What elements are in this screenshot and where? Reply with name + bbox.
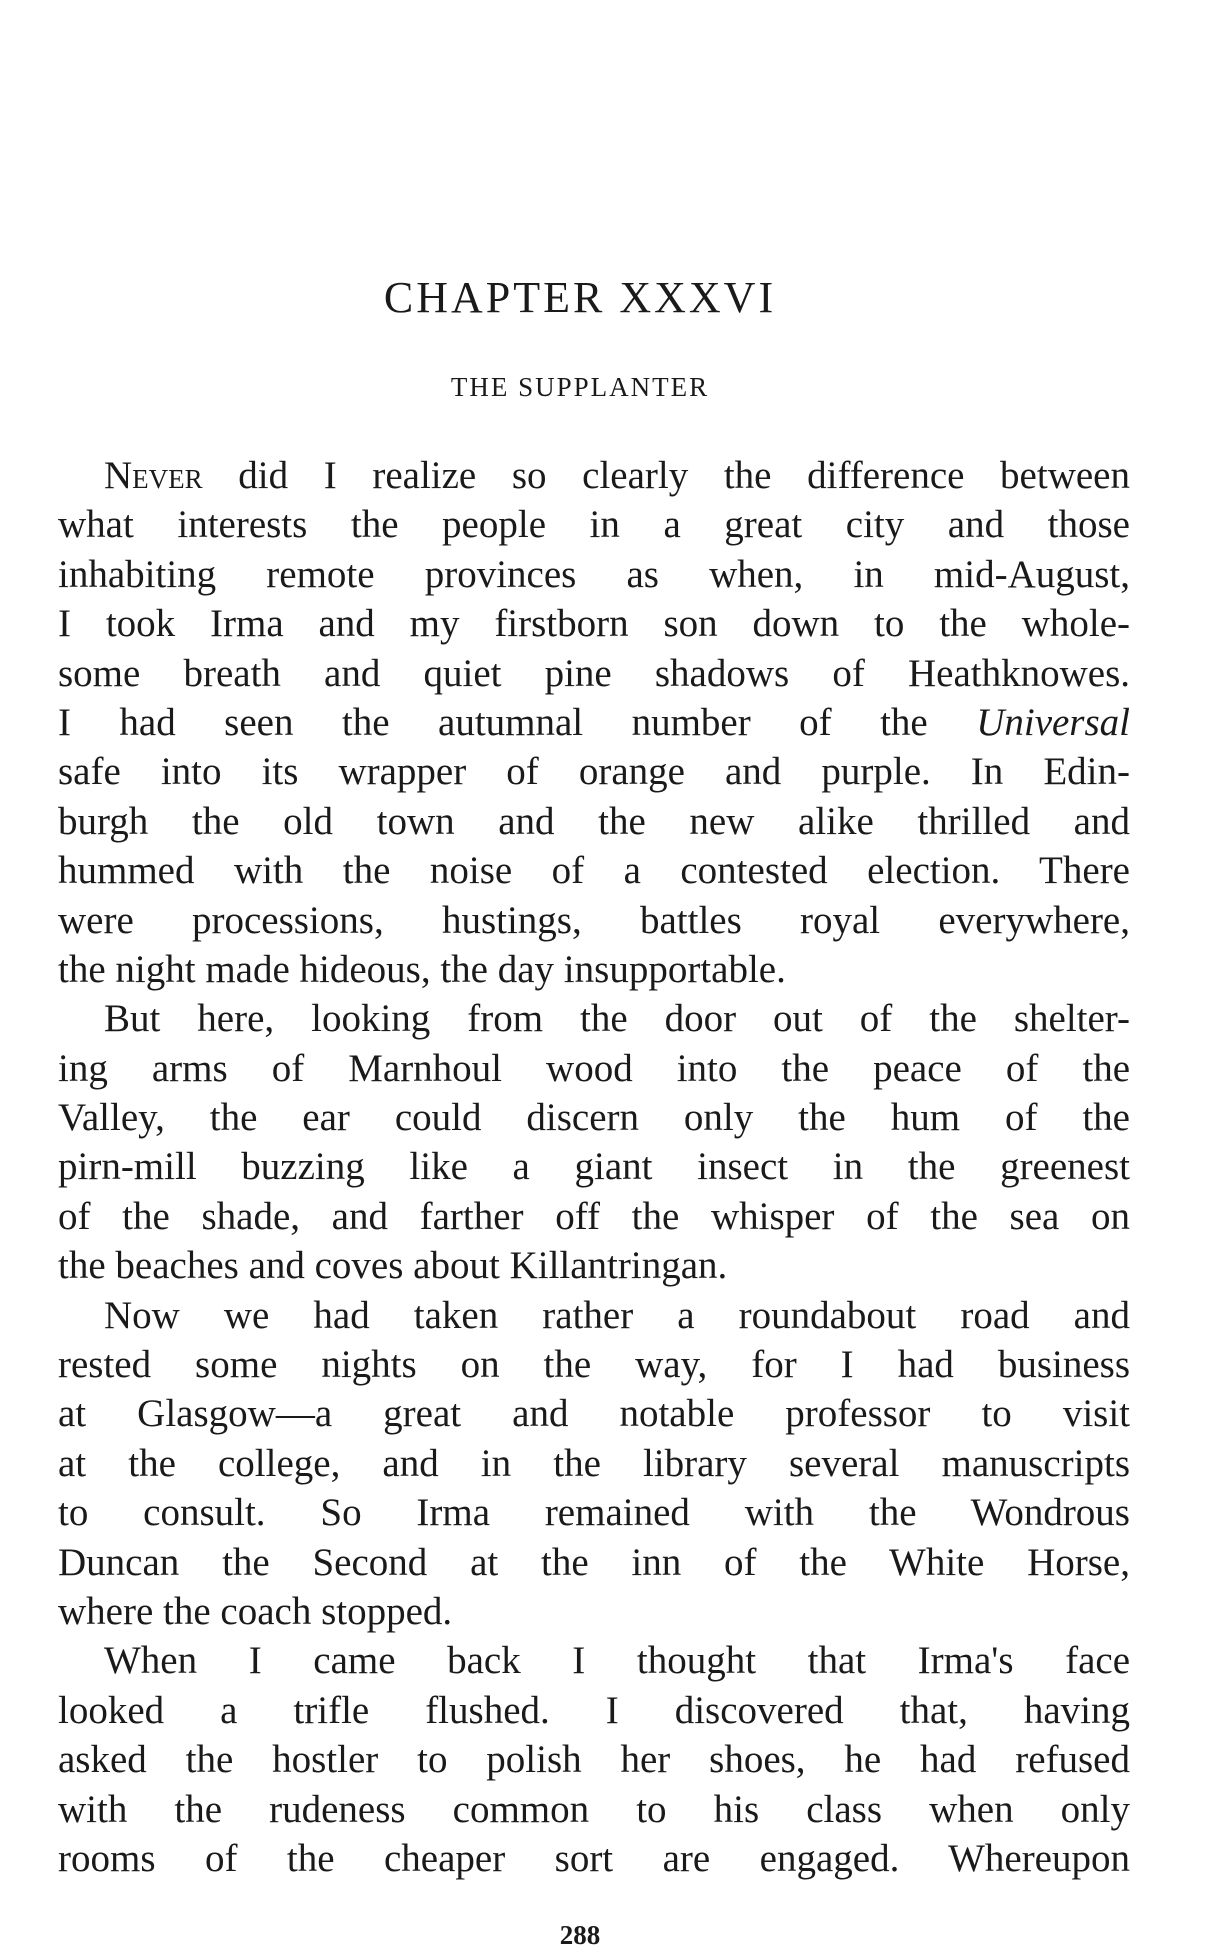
page-number: 288 bbox=[559, 1920, 601, 1950]
text-line: the night made hideous, the day insupportable. bbox=[58, 947, 786, 991]
text-line: inhabiting remote provinces as when, in mid-August, bbox=[58, 552, 1130, 596]
text-line: When I came back I thought that Irma's face bbox=[104, 1639, 1130, 1683]
text-line: safe into its wrapper of orange and purple. In Edin- bbox=[58, 750, 1130, 794]
text-line: at the college, and in the library several manuscripts bbox=[58, 1441, 1130, 1485]
text-line: Now we had taken rather a roundabout road and bbox=[104, 1293, 1130, 1337]
chapter-title: CHAPTER XXXVI bbox=[383, 273, 777, 322]
text-line: Never did I realize so clearly the difference between bbox=[104, 454, 1130, 497]
text-line: rooms of the cheaper sort are engaged. Whereupon bbox=[58, 1836, 1130, 1880]
text-line: asked the hostler to polish her shoes, he had refused bbox=[58, 1738, 1130, 1782]
text-line: I had seen the autumnal number of the Universal bbox=[58, 700, 1130, 744]
drop-word: Never bbox=[104, 454, 203, 497]
text-line: some breath and quiet pine shadows of Heathknowes. bbox=[58, 651, 1130, 695]
text-line: hummed with the noise of a contested election. There bbox=[58, 849, 1130, 893]
italic-title: Universal bbox=[976, 700, 1130, 744]
text-line: what interests the people in a great city and those bbox=[58, 503, 1130, 547]
text-line: where the coach stopped. bbox=[58, 1589, 453, 1633]
text-line: pirn-mill buzzing like a giant insect in the greenest bbox=[58, 1145, 1130, 1189]
body-text bbox=[58, 451, 1130, 1883]
text-line: rested some nights on the way, for I had business bbox=[58, 1343, 1130, 1387]
text-line: burgh the old town and the new alike thrilled and bbox=[58, 799, 1130, 843]
text-line: at Glasgow—a great and notable professor to visit bbox=[58, 1392, 1130, 1436]
text-line: Duncan the Second at the inn of the White Horse, bbox=[58, 1540, 1130, 1584]
text-line: Valley, the ear could discern only the hum of the bbox=[58, 1096, 1130, 1140]
text-line: to consult. So Irma remained with the Wondrous bbox=[58, 1491, 1130, 1535]
text-line: were processions, hustings, battles royal everywhere, bbox=[58, 898, 1130, 942]
text-line: the beaches and coves about Killantringan. bbox=[58, 1244, 728, 1288]
text-line: of the shade, and farther off the whisper of the sea on bbox=[58, 1194, 1130, 1238]
chapter-subtitle: THE SUPPLANTER bbox=[450, 372, 710, 402]
text-line: But here, looking from the door out of the shelter- bbox=[104, 997, 1130, 1041]
text-line: with the rudeness common to his class when only bbox=[58, 1787, 1130, 1831]
text-line: ing arms of Marnhoul wood into the peace of the bbox=[58, 1046, 1130, 1090]
text-line: I took Irma and my firstborn son down to the whole- bbox=[58, 602, 1130, 646]
text-line: looked a trifle flushed. I discovered that, having bbox=[58, 1688, 1130, 1732]
